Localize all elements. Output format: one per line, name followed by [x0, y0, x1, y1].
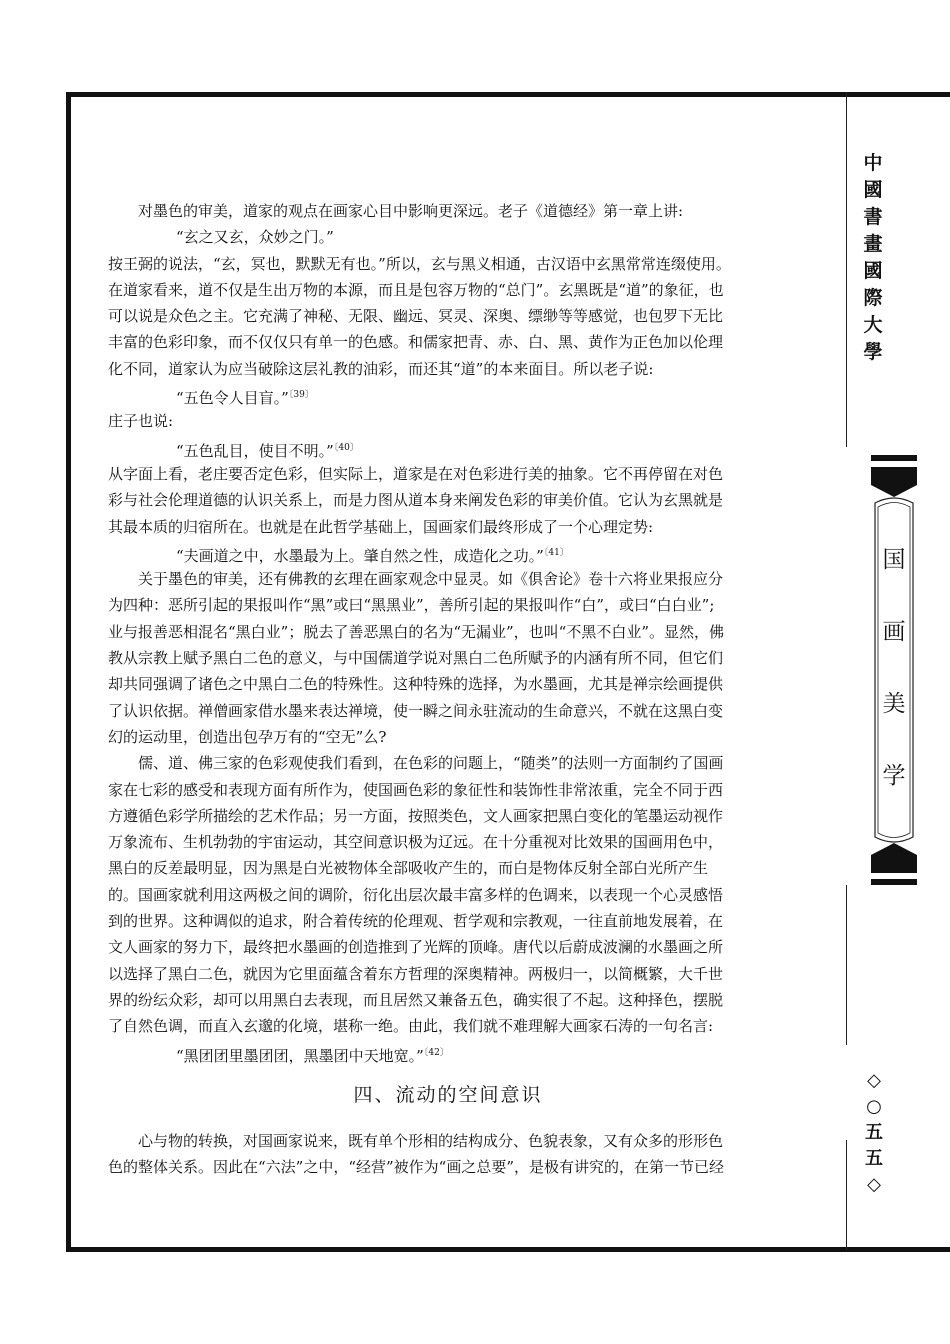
line-text: 界的纷纭众彩，却可以用黑白去表现，而且居然又兼备五色，确实很了不起。这种择色，摆脱: [108, 990, 724, 1009]
side-rule-middle: [846, 885, 847, 1045]
line-text: 了自然色调，而直入玄邈的化境，堪称一绝。由此，我们就不难理解大画家石涛的一句名言:: [108, 1017, 714, 1036]
line-text: 关于墨色的审美，还有佛教的玄理在画家观念中显灵。如《俱舍论》卷十六将业果报应分: [138, 570, 724, 589]
page-number-char: ◇: [867, 1070, 881, 1091]
text-line: [108, 882, 808, 908]
text-line: [108, 1128, 808, 1154]
text-line: [108, 408, 808, 434]
text-line: [108, 908, 808, 934]
page-number-char: ◇: [867, 1174, 881, 1195]
line-text: 色的整体关系。因此在“六法”之中，“经营”被作为“画之总要”，是极有讲究的，在第一节已经: [108, 1158, 725, 1177]
line-text: 却共同强调了诸色之中黑白二色的特殊性。这种特殊的选择，为水墨画，尤其是禅宗绘画提供: [108, 675, 724, 694]
footnote-marker: 〔41〕: [543, 547, 569, 558]
book-title-char: 畫: [863, 233, 883, 255]
text-line: [108, 198, 808, 224]
line-text: 了认识依据。禅僧画家借水墨来表达禅境，使一瞬之间永驻流动的生命意兴，不就在这黑白变: [108, 701, 724, 720]
text-line: [108, 645, 808, 671]
book-title-char: 書: [863, 206, 883, 228]
text-line: [108, 803, 808, 829]
line-text: 为四种：恶所引起的果报叫作“黑”或曰“黑黑业”，善所引起的果报叫作“白”，或曰“白白业”;: [108, 596, 715, 615]
section-title-char: 画: [882, 619, 906, 645]
section-title-vertical: [870, 540, 918, 828]
paragraph-lines-after-heading: [108, 1128, 808, 1181]
text-line: [108, 566, 808, 592]
text-line: [108, 934, 808, 960]
book-title-char: 國: [863, 260, 883, 282]
text-line: [108, 829, 808, 855]
text-line: [108, 1013, 808, 1039]
page-border-left: [66, 92, 71, 1252]
book-title-char: 中: [863, 152, 883, 174]
line-text: 的。国画家就利用这两极之间的调阶，衍化出层次最丰富多样的色调来，以表现一个心灵感悟: [108, 885, 724, 904]
text-line: [108, 435, 808, 461]
paragraph-lines: [108, 198, 808, 1066]
text-line: [108, 251, 808, 277]
body-text: [108, 198, 808, 1180]
text-line: [108, 540, 808, 566]
line-text: 万象流布、生机勃勃的宇宙运动，其空间意识极为辽远。在十分重视对比效果的国画用色中，: [108, 833, 724, 852]
book-title-char: 際: [863, 287, 883, 309]
text-line: [108, 356, 808, 382]
line-text: 儒、道、佛三家的色彩观使我们看到，在色彩的问题上，“随类”的法则一方面制约了国画: [138, 754, 724, 773]
text-line: [108, 461, 808, 487]
line-text: “夫画道之中，水墨最为上。肇自然之性，成造化之功。”: [176, 546, 544, 565]
text-line: [108, 514, 808, 540]
book-title-char: 學: [863, 341, 883, 363]
line-text: 彩与社会伦理道德的认识关系上，而是力图从道本身来阐发色彩的审美价值。它认为玄黑就是: [108, 491, 724, 510]
line-text: 在道家看来，道不仅是生出万物的本源，而且是包容万物的“总门”。玄黑既是“道”的象征，也: [108, 280, 724, 299]
line-text: 庄子也说:: [108, 412, 174, 431]
text-line: [108, 329, 808, 355]
line-text: 其最本质的归宿所在。也就是在此哲学基础上，国画家们最终形成了一个心理定势:: [108, 517, 654, 536]
line-text: “玄之又玄，众妙之门。”: [176, 228, 334, 247]
footnote-marker: 〔40〕: [333, 442, 359, 453]
line-text: 方遵循色彩学所描绘的艺术作品；另一方面，按照类色，文人画家把黑白变化的笔墨运动视作: [108, 806, 724, 825]
text-line: [108, 1154, 808, 1180]
line-text: “五色乱目，使目不明。”: [176, 441, 334, 460]
page-number-vertical: [863, 1068, 885, 1198]
page-number-char: 五: [865, 1122, 883, 1143]
line-text: 幻的运动里，创造出包孕万有的“空无”么?: [108, 727, 387, 746]
text-line: [108, 671, 808, 697]
text-line: [108, 1040, 808, 1066]
page-border-top: [66, 92, 950, 97]
text-line: [108, 487, 808, 513]
line-text: 对墨色的审美，道家的观点在画家心目中影响更深远。老子《道德经》第一章上讲:: [138, 202, 684, 220]
text-line: [108, 277, 808, 303]
line-text: 到的世界。这种调似的追求，附合着传统的伦理观、哲学观和宗教观，一往直前地发展着，在: [108, 912, 724, 931]
line-text: 按王弼的说法，“玄，冥也，默默无有也。”所以，玄与黑义相通，古汉语中玄黑常常连缀使用。: [108, 254, 731, 273]
line-text: 家在七彩的感受和表现方面有所作为，使国画色彩的象征性和装饰性非常浓重，完全不同于西: [108, 780, 724, 799]
line-text: 黑白的反差最明显，因为黑是白光被物体全部吸收产生的，而白是物体反射全部白光所产生: [108, 859, 709, 878]
text-line: [108, 855, 808, 881]
text-line: [108, 224, 808, 250]
text-line: [108, 592, 808, 618]
line-text: 丰富的色彩印象，而不仅仅只有单一的色感。和儒家把青、赤、白、黑、黄作为正色加以伦理: [108, 333, 724, 352]
side-rule-upper: [846, 92, 847, 447]
section-heading: 四、流动的空间意识: [353, 1083, 543, 1106]
page-number-char: ○: [866, 1096, 882, 1117]
footnote-marker: 〔39〕: [288, 390, 314, 401]
text-line: [108, 961, 808, 987]
text-line: [108, 698, 808, 724]
book-title-vertical: [861, 150, 885, 366]
line-text: 教从宗教上赋予黑白二色的意义，与中国儒道学说对黑白二色所赋予的内涵有所不同，但它们: [108, 649, 724, 668]
page-border-bottom: [66, 1247, 950, 1252]
text-line: [108, 724, 808, 750]
side-rule-lower: [846, 1140, 847, 1250]
page-number-char: 五: [865, 1148, 883, 1169]
text-line: [108, 619, 808, 645]
section-title-char: 学: [882, 763, 906, 789]
text-line: [108, 382, 808, 408]
section-title-char: 国: [882, 547, 906, 573]
line-text: 以选择了黑白二色，就因为它里面蕴含着东方哲理的深奥精神。两极归一，以简概繁，大千世: [108, 964, 724, 983]
book-title-char: 大: [863, 314, 883, 336]
line-text: 文人画家的努力下，最终把水墨画的创造推到了光辉的顶峰。唐代以后蔚成波澜的水墨画之所: [108, 938, 724, 957]
text-line: [108, 777, 808, 803]
line-text: 心与物的转换，对国画家说来，既有单个形相的结构成分、色貌表象，又有众多的形形色: [138, 1131, 724, 1150]
section-title-char: 美: [882, 691, 906, 717]
book-title-char: 國: [863, 179, 883, 201]
line-text: 化不同，道家认为应当破除这层礼教的油彩，而还其“道”的本来面目。所以老子说:: [108, 359, 654, 378]
line-text: 从字面上看，老庄要否定色彩，但实际上，道家是在对色彩进行美的抽象。它不再停留在对色: [108, 464, 724, 483]
line-text: “黑团团里墨团团，黑墨团中天地宽。”: [176, 1046, 424, 1065]
footnote-marker: 〔42〕: [423, 1047, 449, 1058]
line-text: 业与报善恶相混名“黑白业”；脱去了善恶黑白的名为“无漏业”，也叫“不黑不白业”。显然，佛: [108, 622, 725, 641]
text-line: [108, 303, 808, 329]
text-line: [108, 750, 808, 776]
text-line: [108, 987, 808, 1013]
line-text: 可以说是众色之主。它充满了神秘、无限、幽远、冥灵、深奥、缥缈等等感觉，也包罗下无比: [108, 307, 724, 326]
line-text: “五色令人目盲。”: [176, 389, 289, 408]
